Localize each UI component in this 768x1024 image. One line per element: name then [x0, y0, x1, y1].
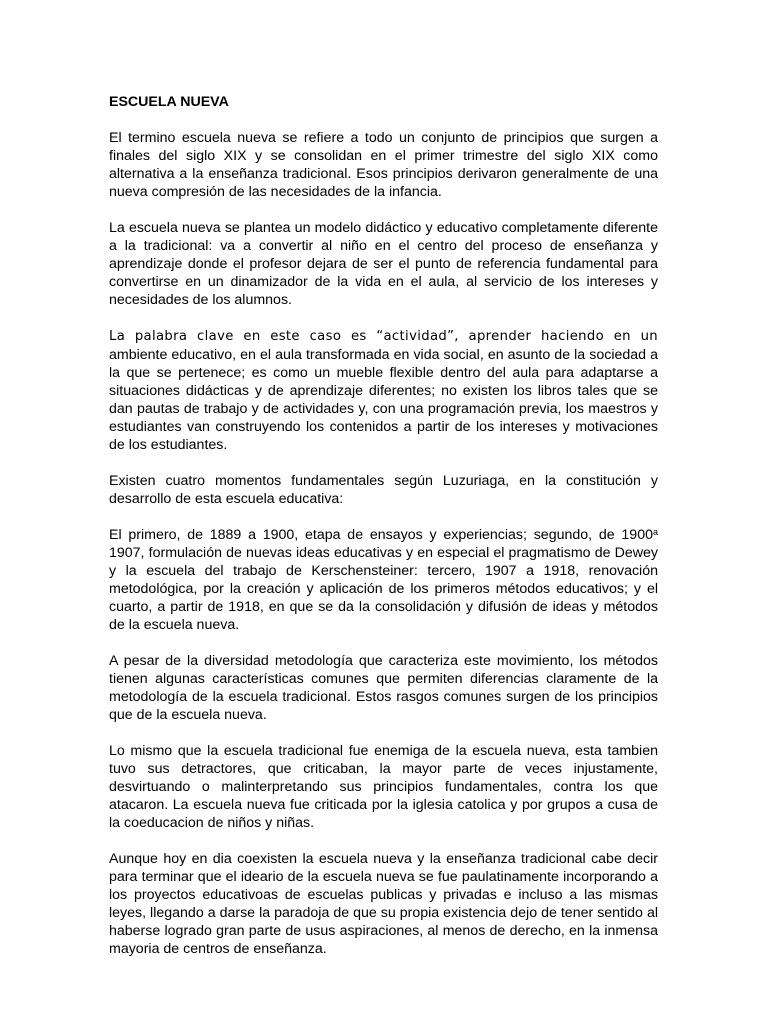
paragraph-3 [109, 327, 658, 454]
paragraph-3-lead: La palabra clave en este caso es “actividad”, aprender haciendo en un [109, 329, 658, 344]
paragraph-1: El termino escuela nueva se refiere a todo un conjunto de principios que surgen a finales del siglo XIX y se consolidan en el primer trimestre del siglo XIX como alternativa a la enseñanza tradicional. Esos principios derivaron generalmente de una nueva compresión de las necesidades de la infancia. [109, 130, 658, 200]
paragraph-5 [109, 526, 658, 634]
document-page [109, 93, 658, 958]
paragraph-8: Aunque hoy en dia coexisten la escuela nueva y la enseñanza tradicional cabe decir para terminar que el ideario de la escuela nueva se fue paulatinamente incorporando a los proyectos educativoas de escuelas publicas y privadas e incluso a las mismas leyes, llegando a darse la paradoja de que su propia existencia dejo de tener sentido al haberse logrado gran parte de usus aspiraciones, al menos de derecho, en la inmensa mayoria de centros de enseñanza. [109, 851, 658, 957]
paragraph-7: Lo mismo que la escuela tradicional fue enemiga de la escuela nueva, esta tambien tuvo sus detractores, que criticaban, la mayor parte de veces injustamente, desvirtuando o malinterpretando sus principios fundamentales, contra los que atacaron. La escuela nueva fue criticada por la iglesia catolica y por grupos a cusa de la coeducacion de niños y niñas. [109, 743, 658, 831]
paragraph-4: Existen cuatro momentos fundamentales según Luzuriaga, en la constitución y desarrollo de esta escuela educativa: [109, 473, 658, 507]
document-title: ESCUELA NUEVA [109, 94, 229, 110]
paragraph-2: La escuela nueva se plantea un modelo didáctico y educativo completamente diferente a la tradicional: va a convertir al niño en el centro del proceso de enseñanza y aprendizaje donde el profesor dejara de ser el punto de referencia fundamental para convertirse en un dinamizador de la vida en el aula, al servicio de los intereses y necesidades de los alumnos. [109, 220, 658, 308]
paragraph-5-part-2: 1907, formulación de nuevas ideas educativas y en especial el pragmatismo de Dewey y la escuela del trabajo de Kerschensteiner: tercero, 1907 a 1918, renovación metodológica, por la creación y aplicación de los primeros métodos educativos; y el cuarto, a partir de 1918, en que se da la consolidación y difusión de ideas y métodos de la escuela nueva. [109, 545, 658, 633]
paragraph-5-part-1: El primero, de 1889 a 1900, etapa de ensayos y experiencias; segundo, de 1900 [109, 527, 653, 543]
paragraph-3-body: ambiente educativo, en el aula transformada en vida social, en asunto de la sociedad a la que se pertenece; es como un mueble flexible dentro del aula para adaptarse a situaciones didácticas y de aprendizaje diferentes; no existen los libros tales que se dan pautas de trabajo y de actividades y, con una programación previa, los maestros y estudiantes van construyendo los contenidos a partir de los intereses y motivaciones de los estudiantes. [109, 347, 658, 453]
ordinal-superscript: a [652, 527, 658, 537]
paragraph-6: A pesar de la diversidad metodología que caracteriza este movimiento, los métodos tienen algunas características comunes que permiten diferencias claramente de la metodología de la escuela tradicional. Estos rasgos comunes surgen de los principios que de la escuela nueva. [109, 653, 658, 723]
